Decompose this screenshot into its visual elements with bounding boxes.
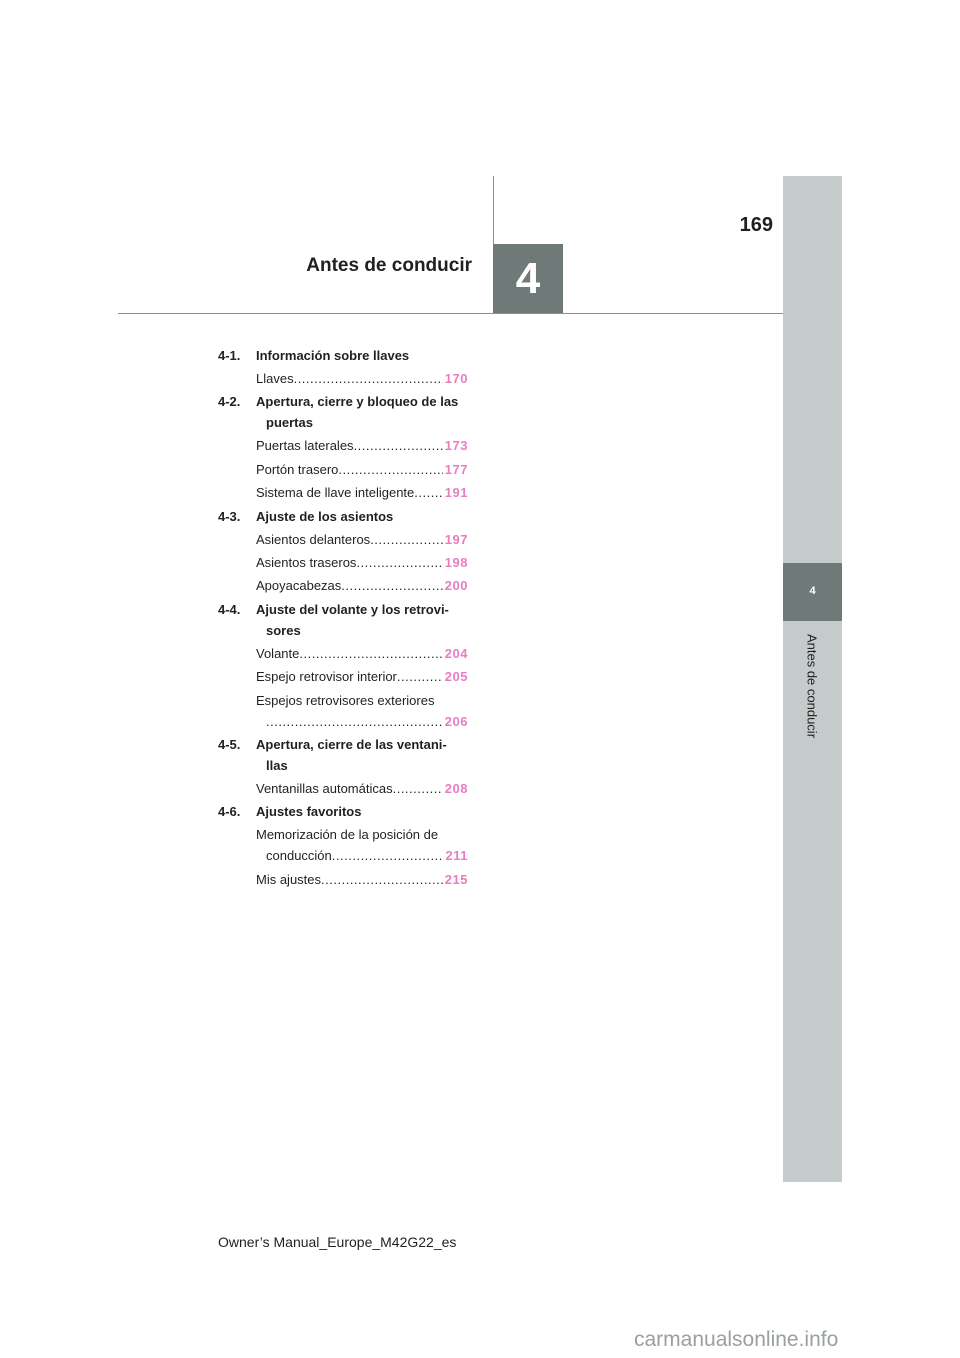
page-link[interactable]: 177: [444, 461, 468, 477]
entry-label: Llaves: [256, 371, 294, 386]
entry-label: Espejo retrovisor interior: [256, 669, 397, 685]
chapter-title: Antes de conducir: [306, 255, 472, 276]
page-link[interactable]: 208: [444, 780, 468, 796]
toc-entry-llaves[interactable]: [218, 368, 468, 389]
entry-label: Portón trasero: [256, 461, 339, 477]
table-of-contents: [218, 345, 468, 892]
chapter-number: 4: [515, 254, 541, 303]
entry-label: Ventanillas automáticas: [256, 780, 393, 796]
section-number: 4-6.: [218, 804, 241, 820]
section-title: Apertura, cierre y bloqueo de las puertas: [256, 394, 459, 431]
page-link[interactable]: 204: [444, 645, 468, 661]
dot-leader: [332, 845, 444, 866]
page-link[interactable]: 173: [444, 438, 468, 454]
page-link[interactable]: 170: [444, 371, 468, 386]
page-link[interactable]: 206: [444, 713, 468, 729]
entry-label: Asientos traseros: [256, 554, 357, 570]
dot-leader: [266, 711, 443, 732]
dot-leader: [321, 869, 443, 890]
side-tab-label: Antes de conducir: [804, 633, 820, 739]
page-link[interactable]: 205: [444, 669, 468, 685]
header-rule: [118, 313, 783, 314]
toc-entry-porton-trasero[interactable]: [218, 459, 468, 480]
toc-entry-espejos-exteriores[interactable]: [218, 690, 468, 732]
toc-entry-asientos-delanteros[interactable]: [218, 529, 468, 550]
toc-entry-puertas-laterales[interactable]: [218, 435, 468, 456]
chapter-number-box: [493, 244, 563, 313]
entry-label: Espejos retrovisores exteriores: [256, 692, 435, 708]
toc-entry-asientos-traseros[interactable]: [218, 552, 468, 573]
dot-leader: [393, 778, 443, 799]
entry-label: Apoyacabezas: [256, 578, 342, 594]
side-tab-number: 4: [809, 585, 816, 597]
page-link[interactable]: 191: [444, 485, 468, 501]
dot-leader: [414, 482, 443, 503]
dot-leader: [356, 552, 442, 573]
toc-entry-memorizacion-posicion[interactable]: [218, 824, 468, 866]
section-title: Ajuste de los asientos: [256, 508, 394, 524]
dot-leader: [341, 575, 443, 596]
page-link[interactable]: 215: [444, 871, 468, 887]
section-number: 4-1.: [218, 348, 241, 363]
dot-leader: [299, 643, 442, 664]
page-number: 169: [739, 214, 773, 236]
entry-label: Sistema de llave inteligente: [256, 485, 415, 501]
watermark: carmanualsonline.info: [634, 1328, 839, 1351]
page-link[interactable]: 198: [444, 554, 468, 570]
section-number: 4-5.: [218, 736, 241, 752]
page-link[interactable]: 200: [444, 578, 468, 594]
toc-entry-ventanillas-automaticas[interactable]: [218, 778, 468, 799]
toc-section-4-1: [218, 345, 468, 366]
vertical-rule: [493, 176, 494, 244]
dot-leader: [354, 435, 443, 456]
page-link[interactable]: 211: [445, 848, 468, 864]
toc-entry-mis-ajustes[interactable]: [218, 869, 468, 890]
entry-label: Volante: [256, 645, 300, 661]
footer-manual-id: Owner’s Manual_Europe_M42G22_es: [218, 1234, 457, 1250]
toc-section-4-5: [218, 734, 468, 776]
toc-entry-espejo-interior[interactable]: [218, 666, 468, 687]
dot-leader: [338, 459, 442, 480]
toc-section-4-6: [218, 801, 468, 822]
section-number: 4-4.: [218, 601, 241, 617]
entry-label: Memorización de la posición de: [256, 827, 439, 843]
dot-leader: [397, 666, 443, 687]
side-chapter-tab: [783, 563, 842, 621]
entry-label-continued: conducción: [266, 848, 332, 864]
section-title: Apertura, cierre de las ventani-llas: [256, 736, 447, 773]
toc-entry-apoyacabezas[interactable]: [218, 575, 468, 596]
section-title: Información sobre llaves: [256, 348, 410, 363]
section-title: Ajustes favoritos: [256, 804, 362, 820]
toc-section-4-2: [218, 391, 468, 433]
toc-entry-sistema-llave-inteligente[interactable]: [218, 482, 468, 503]
entry-label: Asientos delanteros: [256, 531, 371, 547]
entry-label: Puertas laterales: [256, 438, 354, 454]
dot-leader: [370, 529, 443, 550]
dot-leader: [294, 368, 443, 389]
page-link[interactable]: 197: [444, 531, 468, 547]
toc-section-4-4: [218, 599, 468, 641]
entry-label: Mis ajustes: [256, 871, 322, 887]
toc-section-4-3: [218, 506, 468, 527]
toc-entry-volante[interactable]: [218, 643, 468, 664]
section-number: 4-2.: [218, 394, 241, 410]
section-title: Ajuste del volante y los retrovi-sores: [256, 601, 449, 638]
section-number: 4-3.: [218, 508, 241, 524]
